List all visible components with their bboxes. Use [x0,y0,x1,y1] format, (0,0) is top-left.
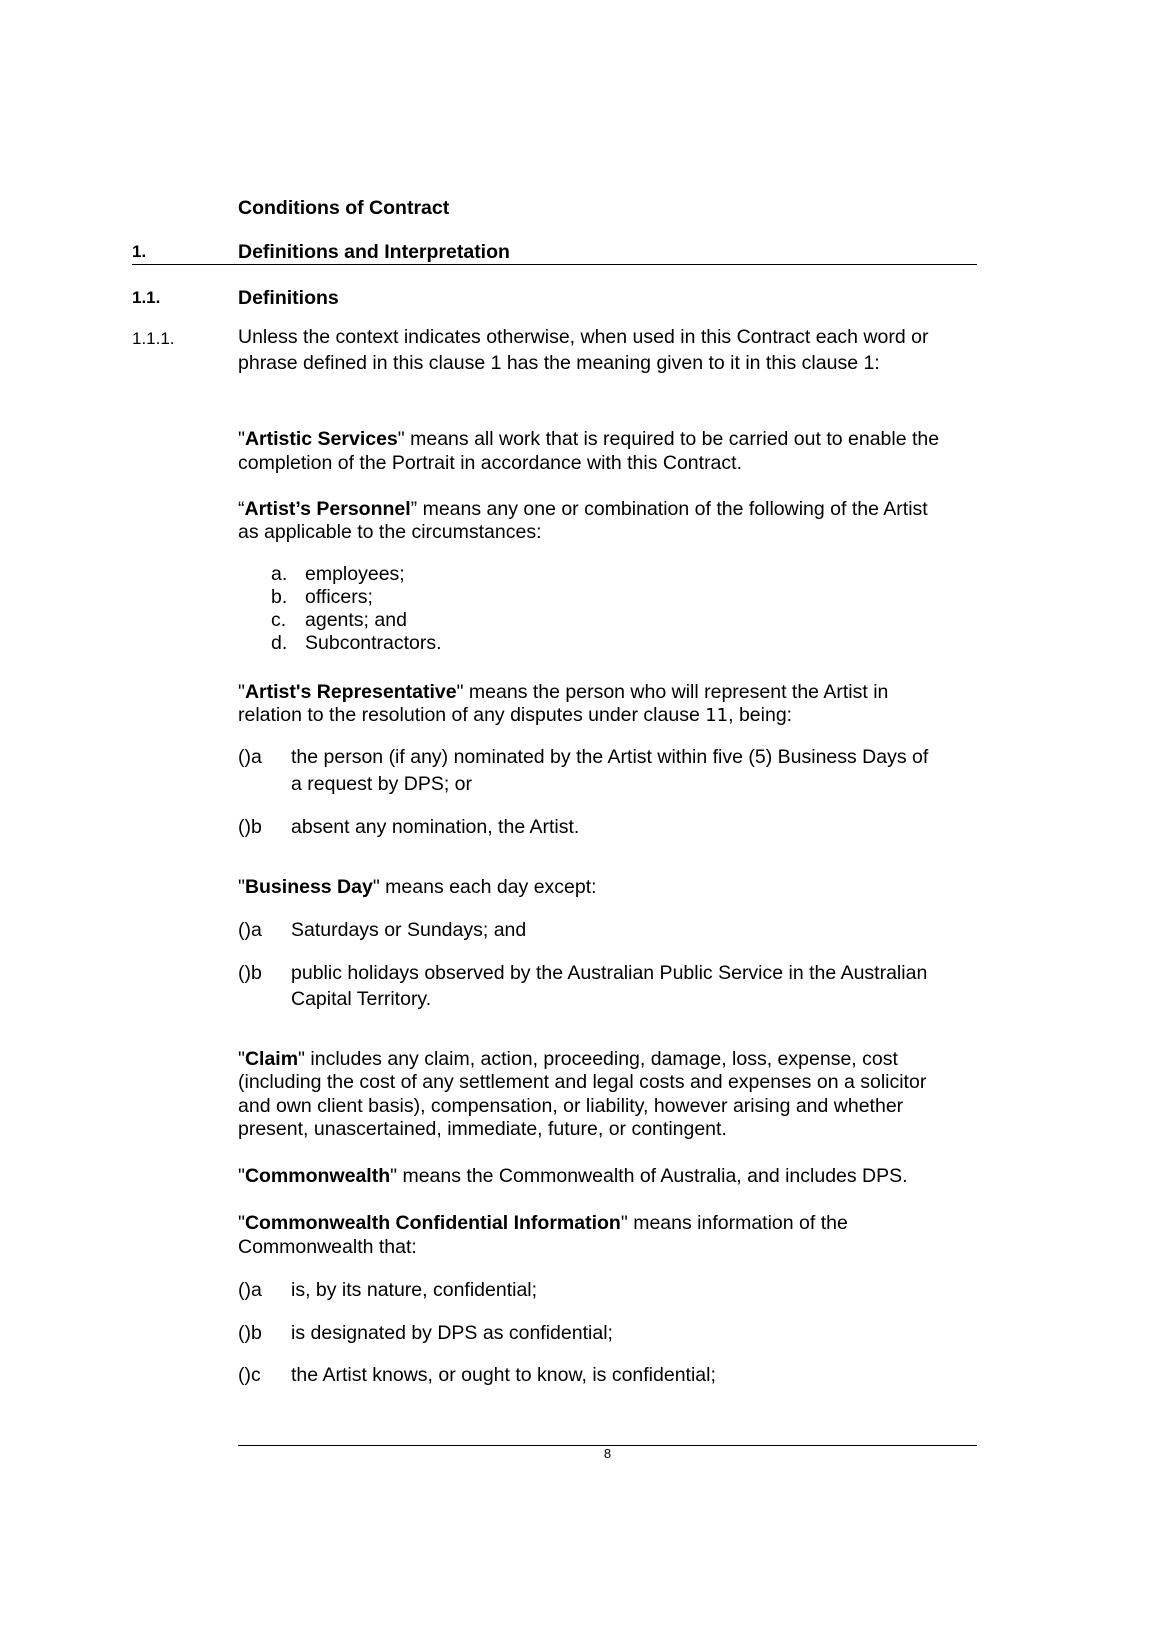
term-artists-representative: Artist's Representative [244,681,457,703]
list-item-text: the person (if any) nominated by the Artist within five (5) Business Days of [291,746,929,768]
list-label: ()b [238,962,262,984]
list-label: ()b [238,816,262,838]
term-business-day: Business Day [244,876,373,898]
page-title: Conditions of Contract [238,197,450,219]
def-artistic-services-line2: completion of the Portrait in accordance with this Contract. [238,452,742,474]
list-item-text: a request by DPS; or [291,773,473,795]
def-claim-line2: (including the cost of any settlement and legal costs and expenses on a solicitor [238,1071,927,1093]
def-artists-personnel-line2: as applicable to the circumstances: [238,521,542,543]
def-claim-line4: present, unascertained, immediate, future, or contingent. [238,1118,727,1140]
list-label: ()b [238,1322,262,1344]
list-label: ()a [238,1279,262,1301]
section-divider [132,264,977,265]
def-artists-representative: "Artist's Representative" means the person who will represent the Artist in [238,681,889,703]
clause-ref[interactable]: 11 [705,705,729,726]
list-item-text: Saturdays or Sundays; and [291,919,527,941]
def-artistic-services: "Artistic Services" means all work that is required to be carried out to enable the [238,428,940,450]
term-artists-personnel: Artist’s Personnel [244,498,411,520]
section-heading: Definitions and Interpretation [238,241,510,263]
list-item-text: Subcontractors. [305,632,442,654]
clause-line-2: phrase defined in this clause 1 has the meaning given to it in this clause 1: [238,352,880,374]
page-number: 8 [603,1446,612,1461]
term-cci: Commonwealth Confidential Information [244,1212,621,1234]
def-artists-representative-line2: relation to the resolution of any disputes under clause 11, being: [238,704,793,726]
def-business-day: "Business Day" means each day except: [238,876,597,898]
clause-line-1: Unless the context indicates otherwise, when used in this Contract each word or [238,326,929,348]
list-item-text: absent any nomination, the Artist. [291,816,580,838]
list-item-text: the Artist knows, or ought to know, is confidential; [291,1364,716,1386]
list-item: b. [271,586,288,608]
def-claim-line3: and own client basis), compensation, or liability, however arising and whether [238,1095,904,1117]
list-item-text: is, by its nature, confidential; [291,1279,538,1301]
list-item: a. [271,563,288,585]
list-item-text: employees; [305,563,405,585]
list-label: ()c [238,1364,261,1386]
list-item: d. [271,632,288,654]
list-item-text: officers; [305,586,373,608]
def-artists-personnel: “Artist’s Personnel” means any one or combination of the following of the Artist [238,498,928,520]
list-label: ()a [238,746,262,768]
def-cci-line2: Commonwealth that: [238,1236,417,1258]
list-item-text: public holidays observed by the Australian Public Service in the Australian [291,962,928,984]
subsection-heading: Definitions [238,287,339,309]
term-commonwealth: Commonwealth [244,1165,391,1187]
list-item-text: agents; and [305,609,407,631]
term-artistic-services: Artistic Services [244,428,398,450]
section-number: 1. [132,242,147,261]
list-item-text: is designated by DPS as confidential; [291,1322,613,1344]
def-claim: "Claim" includes any claim, action, proceeding, damage, loss, expense, cost [238,1048,898,1070]
subsection-number: 1.1. [132,288,161,307]
def-commonwealth: "Commonwealth" means the Commonwealth of Australia, and includes DPS. [238,1165,908,1187]
clause-number: 1.1.1. [132,329,175,348]
def-cci: "Commonwealth Confidential Information" means information of the [238,1212,848,1234]
term-claim: Claim [244,1048,299,1070]
list-item: c. [271,609,287,631]
list-label: ()a [238,919,262,941]
list-item-text: Capital Territory. [291,988,432,1010]
